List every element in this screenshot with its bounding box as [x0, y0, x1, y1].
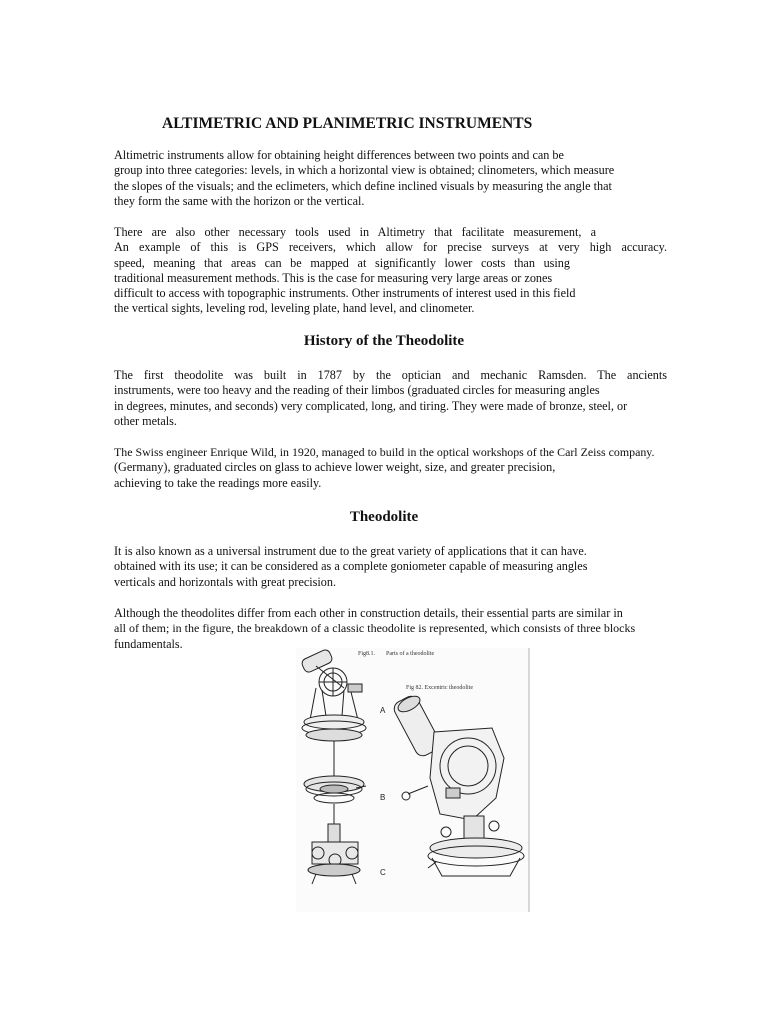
text-line: Altimetric instruments allow for obtaining height differences between two points and can be: [114, 148, 564, 162]
text-line: instruments, were too heavy and the reading of their limbos (graduated circles for measuring angles: [114, 383, 600, 398]
text-line: fundamentals.: [114, 636, 183, 651]
figure-caption-left: Parts of a theodolite: [386, 651, 435, 657]
history-heading: History of the Theodolite: [303, 333, 465, 349]
block-a-drawing: [300, 648, 366, 756]
text-line: the vertical sights, leveling rod, leveling plate, hand level, and clinometer.: [114, 301, 475, 316]
label-a: A: [380, 706, 386, 715]
figure-caption-left-number: Fig8.1.: [358, 651, 376, 657]
document-title: ALTIMETRIC AND PLANIMETRIC INSTRUMENTS: [162, 115, 533, 132]
history-paragraph-1: [114, 368, 694, 429]
text-line: There are also other necessary tools used in Altimetry that facilitate measurement, a: [114, 225, 596, 239]
text-line: The Swiss engineer Enrique Wild, in 1920, managed to build in the optical workshops of the Carl Zeiss company.: [114, 445, 655, 459]
text-line: the slopes of the visuals; and the eclimeters, which define inclined visuals by measuring the angle that: [114, 178, 612, 193]
history-paragraph-2: [114, 445, 694, 491]
text-line: group into three categories: levels, in which a horizontal view is obtained; clinometers, which measure: [114, 163, 615, 178]
label-b: B: [380, 793, 386, 802]
text-line: verticals and horizontals with great precision.: [114, 574, 337, 589]
intro-paragraph: [114, 148, 694, 209]
tools-paragraph: [114, 225, 694, 317]
theodolite-paragraph-1: [114, 544, 694, 590]
text-line: An example of this is GPS receivers, which allow for precise surveys at very high accuracy.: [114, 240, 667, 255]
theodolite-paragraph-2: [114, 606, 694, 652]
text-line: Although the theodolites differ from each other in construction details, their essential parts are similar in: [114, 606, 623, 620]
text-line: traditional measurement methods. This is the case for measuring very large areas or zones: [114, 270, 553, 285]
text-line: The first theodolite was built in 1787 by the optician and mechanic Ramsden. The ancients: [114, 368, 667, 382]
theodolite-figure: [296, 648, 530, 912]
theodolite-heading: Theodolite: [349, 509, 419, 525]
text-line: all of them; in the figure, the breakdown of a classic theodolite is represented, which consists of three blocks: [114, 621, 636, 636]
text-line: difficult to access with topographic instruments. Other instruments of interest used in this field: [114, 286, 576, 301]
text-line: in degrees, minutes, and seconds) very complicated, long, and tiring. They were made of bronze, steel, or: [114, 398, 628, 413]
block-c-drawing: [308, 824, 360, 884]
figure-caption-right: Fig 82. Excentric theodolite: [406, 685, 473, 691]
text-line: they form the same with the horizon or the vertical.: [114, 193, 365, 208]
text-line: It is also known as a universal instrument due to the great variety of applications that it can have.: [114, 544, 587, 558]
excentric-theodolite-drawing: [391, 693, 524, 876]
text-line: speed, meaning that areas can be mapped at significantly lower costs than using: [114, 255, 570, 270]
block-b-drawing: [304, 756, 366, 824]
text-line: obtained with its use; it can be considered as a complete goniometer capable of measuring angles: [114, 559, 588, 574]
text-line: other metals.: [114, 413, 177, 428]
text-line: achieving to take the readings more easily.: [114, 475, 322, 490]
label-c: C: [380, 868, 386, 877]
text-line: (Germany), graduated circles on glass to achieve lower weight, size, and greater precision,: [114, 460, 556, 475]
